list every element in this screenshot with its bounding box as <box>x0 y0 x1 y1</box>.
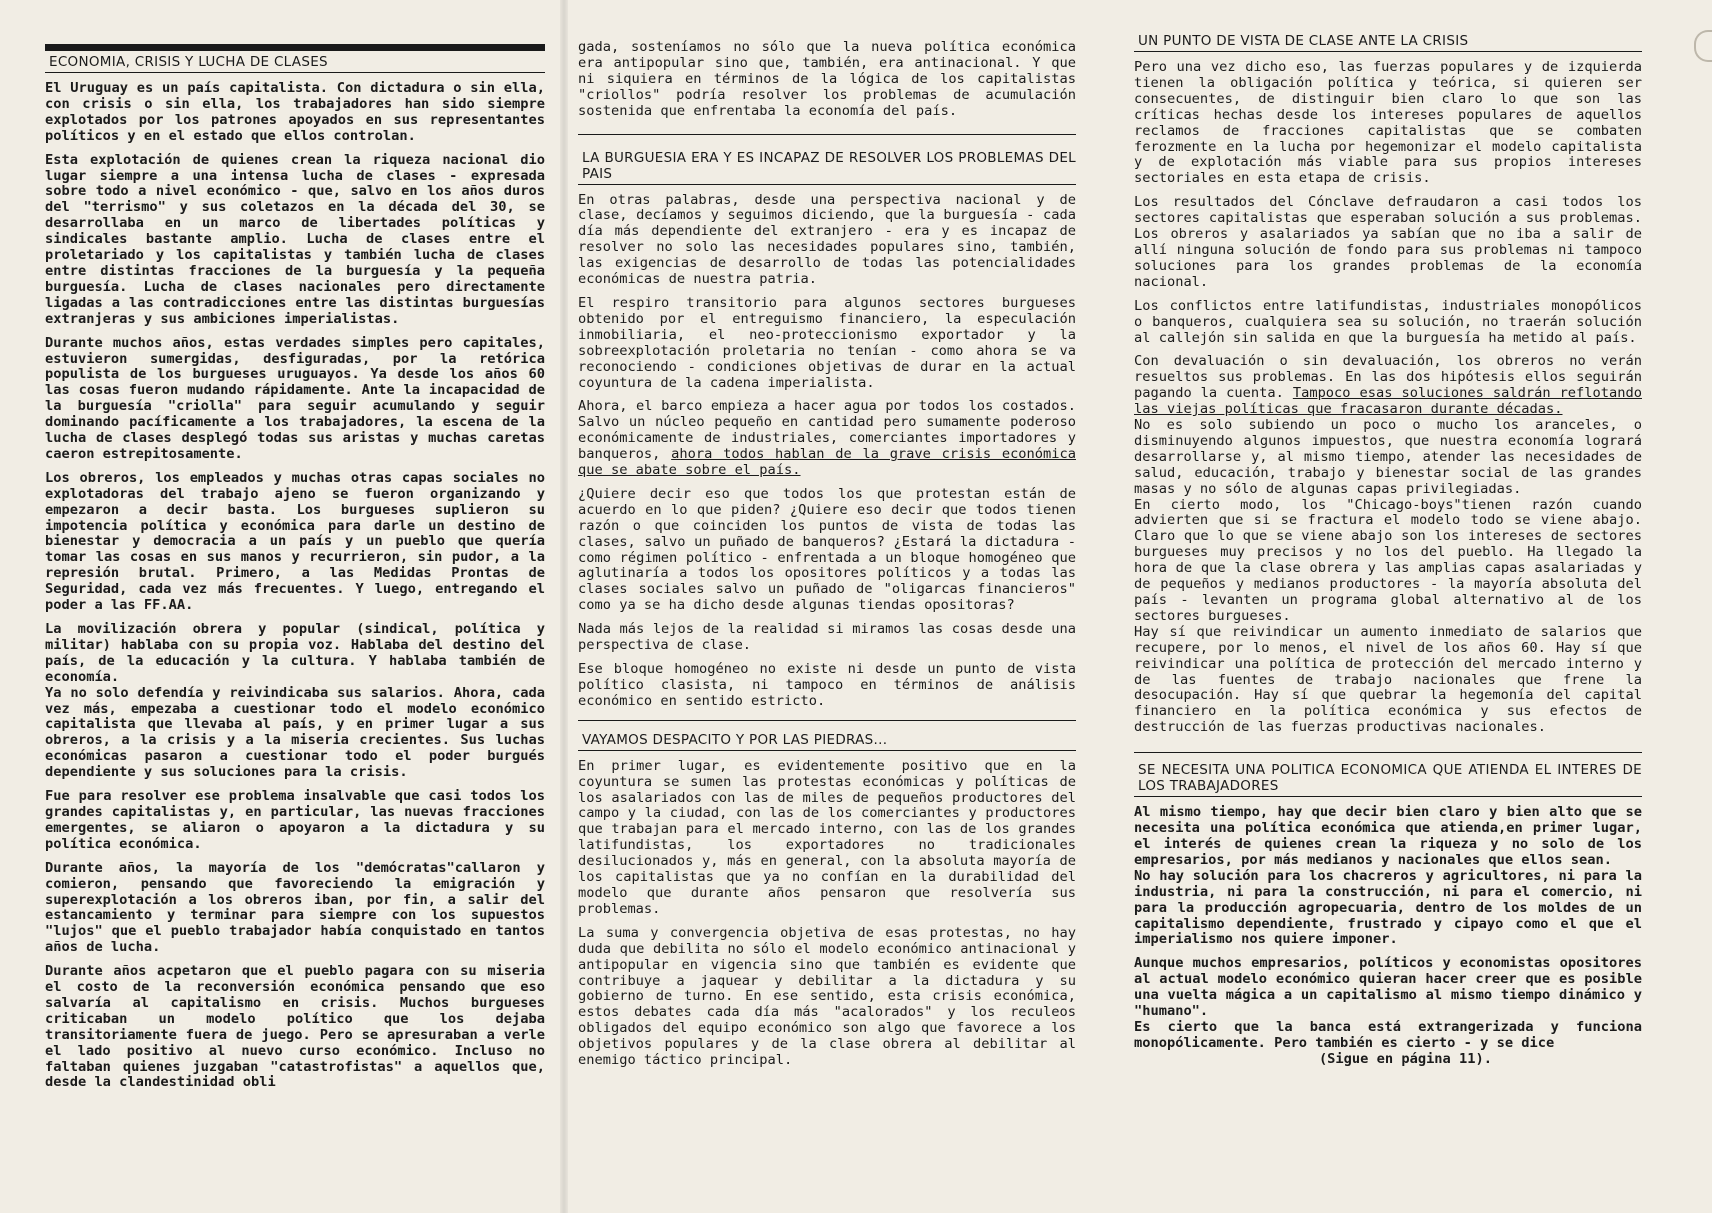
heading-rule <box>1134 51 1642 52</box>
paragraph: Ya no solo defendía y reivindicaba sus salarios. Ahora, cada vez más, empezaba a cuestionar todo el modelo económico capitalista que llevaba al país, y en primer lugar a sus obreros, a la crisis y a la miseria crecientes. Sus luchas económicas pasaron a cuestionar todo el poder burgués dependiente y sus soluciones para la crisis. <box>45 684 545 781</box>
column-right <box>1134 30 1642 1190</box>
heading-text: SE NECESITA UNA POLITICA ECONOMICA QUE ATIENDA EL INTERES DE LOS TRABAJADORES <box>1138 762 1642 795</box>
bold-section <box>1134 805 1642 1068</box>
section-divider <box>578 134 1076 135</box>
paragraph: La suma y convergencia objetiva de esas protestas, no hay duda que debilita no sólo el modelo económico antinacional y antipopular en vigencia sino que también es evidente que contribuye a jaquear y debilitar a la dictadura y su gobierno de turno. En ese sentido, esta crisis económica, estos debates cada día más "acalorados" y los reculeos obligados del equipo económico son algo que favorece a los objetivos populares y de la clase obrera al debilitar al enemigo táctico principal. <box>578 924 1076 1069</box>
column-middle <box>578 40 1076 1200</box>
heading-rule <box>45 72 545 73</box>
paragraph-barco <box>578 399 1076 479</box>
paragraph: No es solo subiendo un poco o mucho los aranceles, o disminuyendo algunos impuestos, que nuestra economía logrará desarrollarse y, al mismo tiempo, atender las necesidades de salud, educación, trabajo y bienestar social de las grandes masas y no sólo de algunas capas privilegiadas. <box>1134 417 1642 497</box>
paragraph: Los conflictos entre latifundistas, industriales monopólicos o banqueros, cualquiera sea su solución, no traerán solución al callejón sin salida en que la burguesía ha metido al país. <box>1134 297 1642 346</box>
edge-mark <box>1694 30 1712 62</box>
paragraph: Ese bloque homogéneo no existe ni desde un punto de vista político clasista, ni tampoco en términos de análisis económico en sentido estricto. <box>578 661 1076 709</box>
paragraph: Aunque muchos empresarios, políticos y economistas opositores al actual modelo económico quieran hacer creer que es posible una vuelta mágica a un capitalismo al mismo tiempo dinámico y "humano". <box>1134 955 1642 1020</box>
section-heading-politica-economica <box>1134 759 1642 797</box>
paragraph-text: Ahora, el barco empieza a hacer agua por todos los costados. Salvo un núcleo pequeño en cantidad pero sumamente poderoso económicamente de industriales, comerciantes importadores y banqueros, <box>578 398 1076 463</box>
column-left <box>45 40 545 1200</box>
section-heading-economia <box>45 51 545 73</box>
paragraph: ¿Quiere decir eso que todos los que protestan están de acuerdo en lo que piden? ¿Quiere eso decir que todos tienen razón o que coinciden los puntos de vista de todas las clases, salvo un puñado de banqueros? ¿Estará la dictadura - como régimen político - enfrentada a un bloque homogéneo que aglutinaría a todos los opositores políticos y a todas las clases sociales salvo un puñado de "oligarcas financieros" como ya se ha dicho desde algunas tiendas opositoras? <box>578 485 1076 614</box>
heading-bar <box>45 44 545 51</box>
paragraph: En otras palabras, desde una perspectiva nacional y de clase, decíamos y seguimos diciendo, que la burguesía - cada día más dependiente del extranjero - era y es incapaz de resolver no solo las necesidades populares sino, también, las exigencias de desarrollo de todas las potencialidades económicas de nuestra patria. <box>578 191 1076 288</box>
heading-rule <box>578 184 1076 185</box>
paragraph-devaluacion <box>1134 354 1642 418</box>
paragraph: Nada más lejos de la realidad si miramos las cosas desde una perspectiva de clase. <box>578 621 1076 654</box>
section-heading-punto-de-vista <box>1134 30 1642 52</box>
heading-text: ECONOMIA, CRISIS Y LUCHA DE CLASES <box>49 54 328 70</box>
paragraph: En primer lugar, es evidentemente positivo que en la coyuntura se sumen las protestas económicas y políticas de los asalariados con las de miles de pequeños productores del campo y la ciudad, con las de los comerciantes y productores que trabajan para el mercado interno, con las de los grandes latifundistas, los exportadores no tradicionales desilucionados y, más en general, con la absoluta mayoría de los capitalistas que ya no confían en la durabilidad del modelo que durante años pensaron que resolvería sus problemas. <box>578 757 1076 917</box>
paragraph: La movilización obrera y popular (sindical, política y militar) hablaba con su propia voz. Hablaba del destino del país, de la educación y la cultura. Y hablaba también de economía. <box>45 621 545 685</box>
paragraph: Al mismo tiempo, hay que decir bien claro y bien alto que se necesita una política económica que atienda,en primer lugar, el interés de quienes crean la riqueza y no solo de los empresarios, por más medianos y nacionales que ellos sean. <box>1134 804 1642 868</box>
paragraph: Durante años, la mayoría de los "demócratas"callaron y comieron, pensando que favoreciendo la emigración y superexplotación a los obreros iban, por fin, a salir del estancamiento y terminar para siempre con los supuestos "lujos" que el pueblo trabajador había conquistado en tantos años de lucha. <box>45 859 545 956</box>
paragraph: Esta explotación de quienes crean la riqueza nacional dio lugar siempre a una intensa lucha de clases - expresada sobre todo a nivel económico - que, salvo en los años duros del "terrismo" y sus coletazos en la década del 30, se desarrollaba en un marco de libertades políticas y sindicales bastante amplio. Lucha de clases entre el proletariado y los capitalistas y también lucha de clases entre distintas fracciones de la burguesía y la pequeña burguesía. Lucha de clases nacionales pero directamente ligadas a las contradicciones entre las distintas burguesías extranjeras y sus ambiciones imperialistas. <box>45 151 545 327</box>
heading-rule <box>1134 796 1642 797</box>
paragraph: Durante años acpetaron que el pueblo pagara con su miseria el costo de la reconversión económica pensando que eso salvaría al capitalismo en crisis. Muchos burgueses criticaban un modelo político que los dejaba transitoriamente fuera de juego. Pero se apresuraban a verle el lado positivo al nuevo curso económico. Incluso no faltaban quienes juzgaban "catastrofistas" a aquellos que, desde la clandestinidad obli <box>45 963 545 1091</box>
paragraph: Es cierto que la banca está extrangerizada y funciona monopólicamente. Pero también es cierto - y se dice <box>1134 1018 1642 1051</box>
paragraph: Los obreros, los empleados y muchas otras capas sociales no explotadoras del trabajo ajeno se fueron organizando y empezaron a decir basta. Los burgueses suplieron su impotencia política y económica para darle un destino de bienestar y democracia a un país y un pueblo que quería tomar las cosas en sus manos y recurrieron, sin pudor, a la represión brutal. Primero, a las Medidas Prontas de Seguridad, cada vez más frecuentes. Y luego, entregando el poder a las FF.AA. <box>45 469 545 614</box>
heading-text: LA BURGUESIA ERA Y ES INCAPAZ DE RESOLVER LOS PROBLEMAS DEL PAIS <box>582 149 1076 182</box>
paragraph: Pero una vez dicho eso, las fuerzas populares y de izquierda tienen la obligación política y teórica, si quieren ser consecuentes, de distinguir bien claro lo que son las críticas hechas desde los intereses populares de aquellos reclamos de fracciones capitalistas que se combaten ferozmente en la lucha por hegemonizar el modelo capitalista y de explotación más viable para sus propios intereses sectoriales en esta etapa de crisis. <box>1134 59 1642 187</box>
heading-rule <box>578 750 1076 751</box>
underlined-text: ahora todos hablan de la grave crisis económica que se abate sobre el país. <box>578 446 1076 479</box>
paragraph: El respiro transitorio para algunos sectores burgueses obtenido por el entreguismo financiero, la especulación inmobiliaria, el neo-proteccionismo exportador y la sobreexplotación proletaria no tenían - como ahora se va reconociendo - condiciones objetivas de durar en la actual coyuntura de la cadena imperialista. <box>578 294 1076 391</box>
paragraph: El Uruguay es un país capitalista. Con dictadura o sin ella, con crisis o sin ella, los trabajadores han sido siempre explotados por los patrones apoyados en sus representantes políticos y en el estado que ellos controlan. <box>45 80 545 144</box>
paragraph: Fue para resolver ese problema insalvable que casi todos los grandes capitalistas y, en particular, las nuevas fracciones emergentes, se aliaron o apoyaron a la dictadura y su política económica. <box>45 788 545 852</box>
continued-note: (Sigue en página 11). <box>1318 1050 1492 1067</box>
paragraph: gada, sosteníamos no sólo que la nueva política económica era antipopular sino que, también, era antinacional. Y que ni siquiera en términos de la lógica de los capitalistas "criollos" podría resolver los problemas de acumulación sostenida que enfrentaba la economía del país. <box>578 40 1076 119</box>
heading-text: UN PUNTO DE VISTA DE CLASE ANTE LA CRISIS <box>1138 33 1469 49</box>
section-heading-burguesia <box>578 147 1076 185</box>
paragraph-text: Con devaluación o sin devaluación, los obreros no verán resueltos sus problemas. En las dos hipótesis ellos seguirán pagando la cuenta. <box>1134 353 1642 402</box>
paragraph: Durante muchos años, estas verdades simples pero capitales, estuvieron sumergidas, desfiguradas, por la retórica populista de los burgueses uruguayos. Ya desde los años 60 las cosas fueron mudando rápidamente. Ante la incapacidad de la burguesía "criolla" para seguir acumulando y seguir dominando pacíficamente a los trabajadores, la escena de la lucha de clases desplegó todas sus aristas y muchas caretas caeron estrepitosamente. <box>45 334 545 462</box>
page-fold <box>560 0 568 1213</box>
underlined-text: Tampoco esas soluciones saldrán reflotando las viejas políticas que fracasaron durante décadas. <box>1134 385 1642 418</box>
paragraph: Hay sí que reivindicar un aumento inmediato de salarios que recupere, por lo menos, el nivel de los años 60. Hay sí que reivindicar una política de protección del mercado interno y de las fuentes de trabajo nacionales que frene la desocupación. Hay sí que quebrar la hegemonía del capital financiero en la política económica y sus efectos de destrucción de las fuerzas productivas nacionales. <box>1134 623 1642 736</box>
section-divider <box>1134 752 1642 753</box>
section-divider <box>578 720 1076 721</box>
section-heading-vayamos <box>578 729 1076 751</box>
paragraph: Los resultados del Cónclave defraudaron a casi todos los sectores capitalistas que esperaban solución a sus problemas. Los obreros y asalariados ya sabían que no iba a salir de allí ninguna solución de fondo para sus problemas ni tampoco soluciones para los grandes problemas de la economía nacional. <box>1134 194 1642 290</box>
paragraph: En cierto modo, los "Chicago-boys"tienen razón cuando advierten que si se fractura el modelo todo se viene abajo. Claro que lo que se viene abajo son los intereses de sectores burgueses muy precisos y no los del pueblo. Ha llegado la hora de que la clase obrera y las amplias capas asalariadas y de pequeños y medianos productores - la mayoría absoluta del país - levanten un programa global alternativo al de los sectores burgueses. <box>1134 496 1642 624</box>
paragraph: No hay solución para los chacreros y agricultores, ni para la industria, ni para la construcción, ni para el comercio, ni para la producción agropecuaria, dentro de los moldes de un capitalismo dependiente, frustrado y cipayo como el que el imperialismo nos quiere imponer. <box>1134 867 1642 948</box>
heading-text: VAYAMOS DESPACITO Y POR LAS PIEDRAS... <box>582 731 888 748</box>
